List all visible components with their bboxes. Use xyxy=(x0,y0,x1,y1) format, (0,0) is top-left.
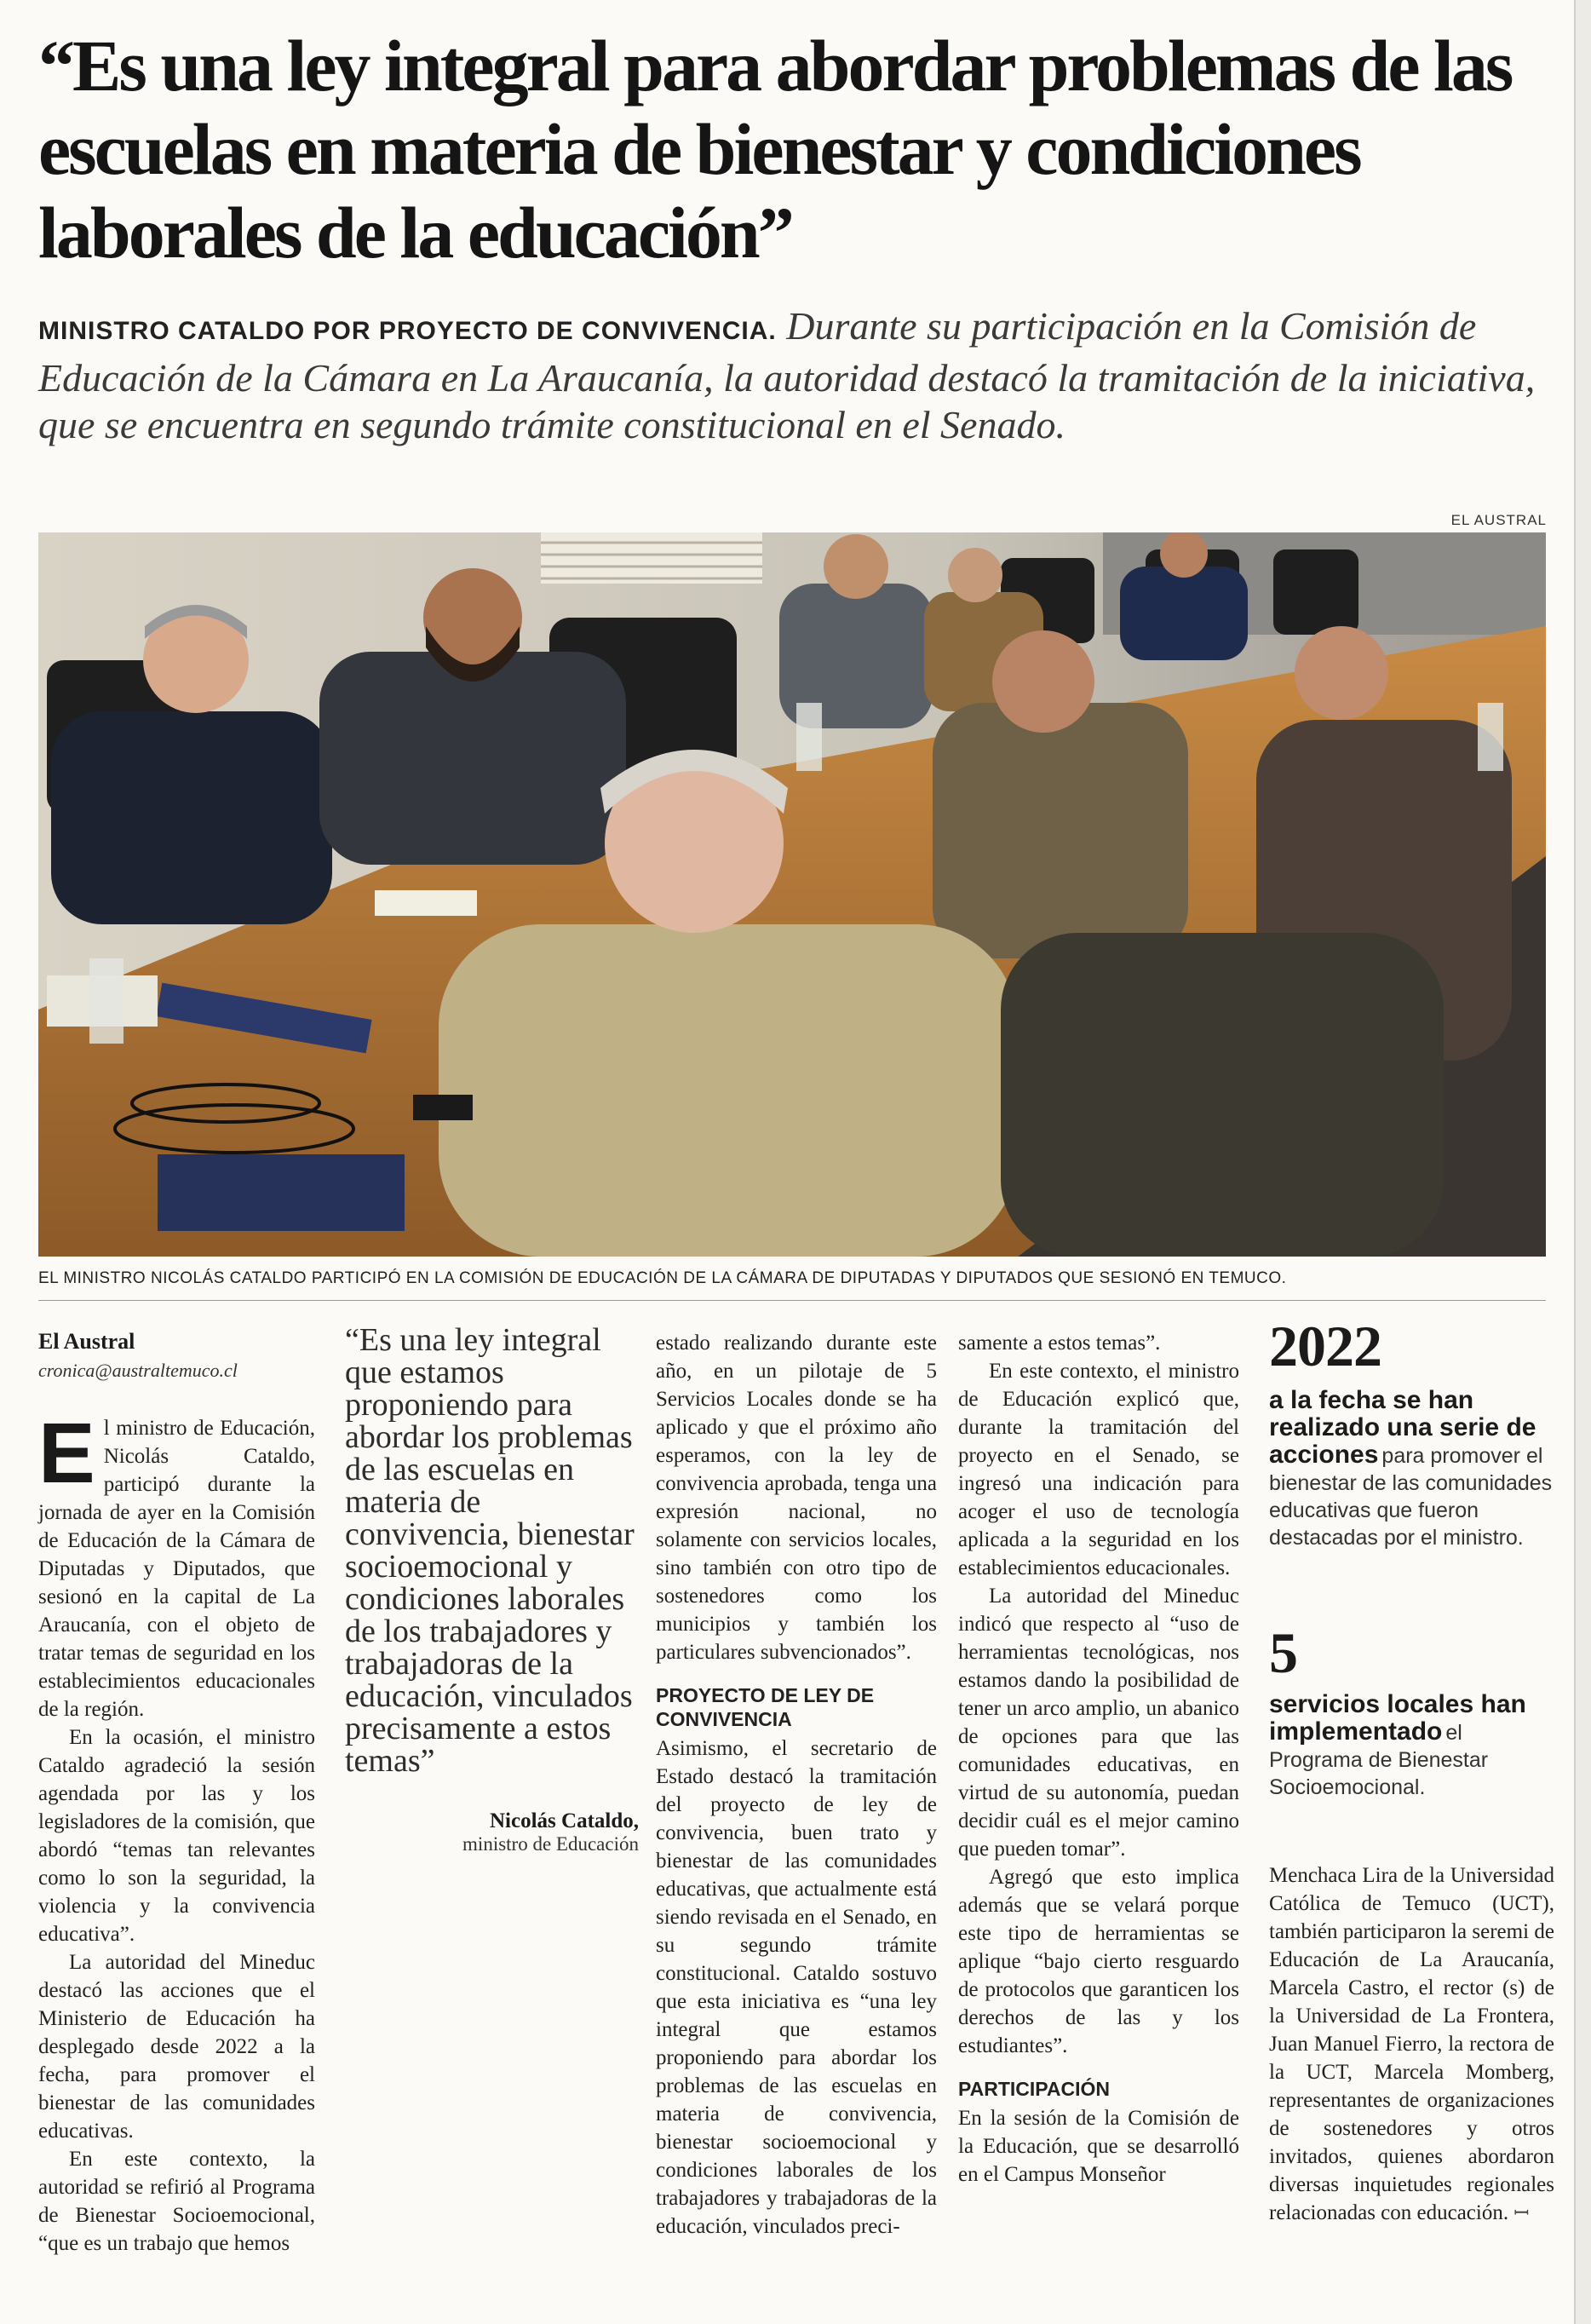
deck xyxy=(38,302,1554,448)
paragraph xyxy=(38,1406,315,1723)
window-blinds xyxy=(541,532,762,584)
paragraph: En la sesión de la Comisión de la Educación, que se desarrolló en el Campus Monseñor xyxy=(958,2107,1239,2186)
paragraph: estado realizando durante este año, en un pilotaje de 5 Servicios Locales donde se ha aplicado y que el próximo año esperamos, con la ley de convivencia aprobada, tenga una expresión nacional, no solamente con servicios locales, sino también con otro tipo de sostenedores como los municipios y también los particulares subvencionados”. xyxy=(656,1332,937,1664)
pull-quote: “Es una ley integral que estamos proponiendo para abordar los problemas de las escuelas en materia de convivencia, bienestar socioemocional y condiciones laborales de los trabajadores y trabajadoras de la educación, vinculados precisamente a estos temas” xyxy=(345,1322,635,1779)
adjacent-page-edge xyxy=(1574,0,1591,2324)
stat-number-5: 5 xyxy=(1269,1620,1298,1685)
pull-quote-name: Nicolás Cataldo, xyxy=(490,1809,639,1832)
article-column-3 xyxy=(958,1329,1239,2189)
stat-description-5 xyxy=(1269,1691,1554,1801)
headline: “Es una ley integral para abordar problemas de las escuelas en materia de bienestar y condiciones laborales de la educación” xyxy=(38,25,1512,273)
photo-credit: EL AUSTRAL xyxy=(1450,512,1547,528)
stat-bold-text: a la fecha se han realizado una serie de acciones xyxy=(1269,1386,1536,1469)
byline-name: El Austral xyxy=(38,1329,135,1354)
paragraph: En este contexto, el ministro de Educación explicó que, durante la tramitación del proyecto en el Senado, se ingresó una indicación para acoger el uso de tecnología aplicada a la seguridad en los establecimientos educacionales. xyxy=(958,1360,1239,1579)
paragraph: La autoridad del Mineduc indicó que respecto al “uso de herramientas tecnológicas, nos estamos dando la posibilidad de tener un arco amplio, un abanico de opciones para que las comunidades educativas, en virtud de su autonomía, puedan decidir cuál es el mejor camino que pueden tomar”. xyxy=(958,1585,1239,1861)
paragraph: Agregó que esto implica además que se velará porque este tipo de herramientas se aplique “bajo cierto resguardo de protocolos que garanticen los derechos de las y los estudiantes”. xyxy=(958,1866,1239,2057)
meeting-photo xyxy=(38,532,1546,1257)
article-column-2 xyxy=(656,1329,937,2241)
pull-quote-attribution xyxy=(345,1809,639,1855)
drop-cap: E xyxy=(38,1406,95,1501)
article-column-1 xyxy=(38,1406,315,2258)
deck-text: Durante su participación en la Comisión de Educación de la Cámara en La Araucanía, la autoridad destacó la tramitación de la iniciativa, que se encuentra en segundo trámite constitucional en el Senado. xyxy=(38,304,1536,446)
caption-rule xyxy=(38,1300,1546,1301)
deck-kicker: MINISTRO CATALDO POR PROYECTO DE CONVIVENCIA. xyxy=(38,317,777,345)
paragraph: samente a estos temas”. xyxy=(958,1332,1161,1355)
photo-caption: EL MINISTRO NICOLÁS CATALDO PARTICIPÓ EN LA COMISIÓN DE EDUCACIÓN DE LA CÁMARA DE DIPUTADAS Y DIPUTADOS QUE SESIONÓ EN TEMUCO. xyxy=(38,1269,1287,1287)
paragraph xyxy=(1269,1861,1554,2227)
paragraph: Asimismo, el secretario de Estado destacó la tramitación del proyecto de ley de convivencia, buen trato y bienestar de las comunidades educativas, que actualmente está siendo revisada en el Senado, en su segundo trámite constitucional. Cataldo sostuvo que esta iniciativa es “una ley integral que estamos proponiendo para abordar los problemas de las escuelas en materia de convivencia, bienestar socioemocional y condiciones laborales de los trabajadores y trabajadoras de la educación, vinculados preci- xyxy=(656,1737,937,2238)
paragraph-text: l ministro de Educación, Nicolás Cataldo, participó durante la jornada de ayer en la Comisión de Educación de la Cámara de Diputadas y Diputados, que sesionó en la capital de La Araucanía, con el objeto de tratar temas de seguridad en los establecimientos educacionales de la región. xyxy=(38,1417,315,1721)
paragraph: En la ocasión, el ministro Cataldo agradeció la sesión agendada por las y los legisladores de la comisión, que abordó “temas tan relevantes como lo son la seguridad, la violencia y la convivencia educativa”. xyxy=(38,1726,315,1946)
stat-bold-text: servicios locales han implementado xyxy=(1269,1690,1526,1746)
end-mark-icon: ꟷ xyxy=(1513,2202,1530,2223)
paragraph: En este contexto, la autoridad se refirió al Programa de Bienestar Socioemocional, “que es un trabajo que hemos xyxy=(38,2148,315,2255)
stat-rest-text: el Programa de Bienestar Socioemocional. xyxy=(1269,1721,1489,1799)
paragraph-text: Menchaca Lira de la Universidad Católica de Temuco (UCT), también participaron la seremi de Educación de La Araucanía, Marcela Castro, el rector (s) de la Universidad de La Frontera, Juan Manuel Fierro, la rectora de la UCT, Marcela Momberg, representantes de organizaciones de sostenedores y otros invitados, quienes abordaron diversas inquietudes regionales relacionadas con educación. xyxy=(1269,1864,1554,2224)
subheading: PARTICIPACIÓN xyxy=(958,2078,1111,2100)
article-column-4 xyxy=(1269,1861,1554,2227)
stat-description-2022 xyxy=(1269,1387,1554,1551)
pull-quote-role: ministro de Educación xyxy=(462,1833,639,1855)
stat-number-2022: 2022 xyxy=(1269,1314,1381,1378)
byline-email: cronica@australtemuco.cl xyxy=(38,1360,238,1381)
stat-rest-text: para promover el bienestar de las comunidades educativas que fueron destacadas por el ministro. xyxy=(1269,1444,1553,1550)
subheading: PROYECTO DE LEY DE CONVIVENCIA xyxy=(656,1684,875,1730)
paragraph: La autoridad del Mineduc destacó las acciones que el Ministerio de Educación ha desplegado desde 2022 a la fecha, para promover el bienestar de las comunidades educativas. xyxy=(38,1951,315,2143)
